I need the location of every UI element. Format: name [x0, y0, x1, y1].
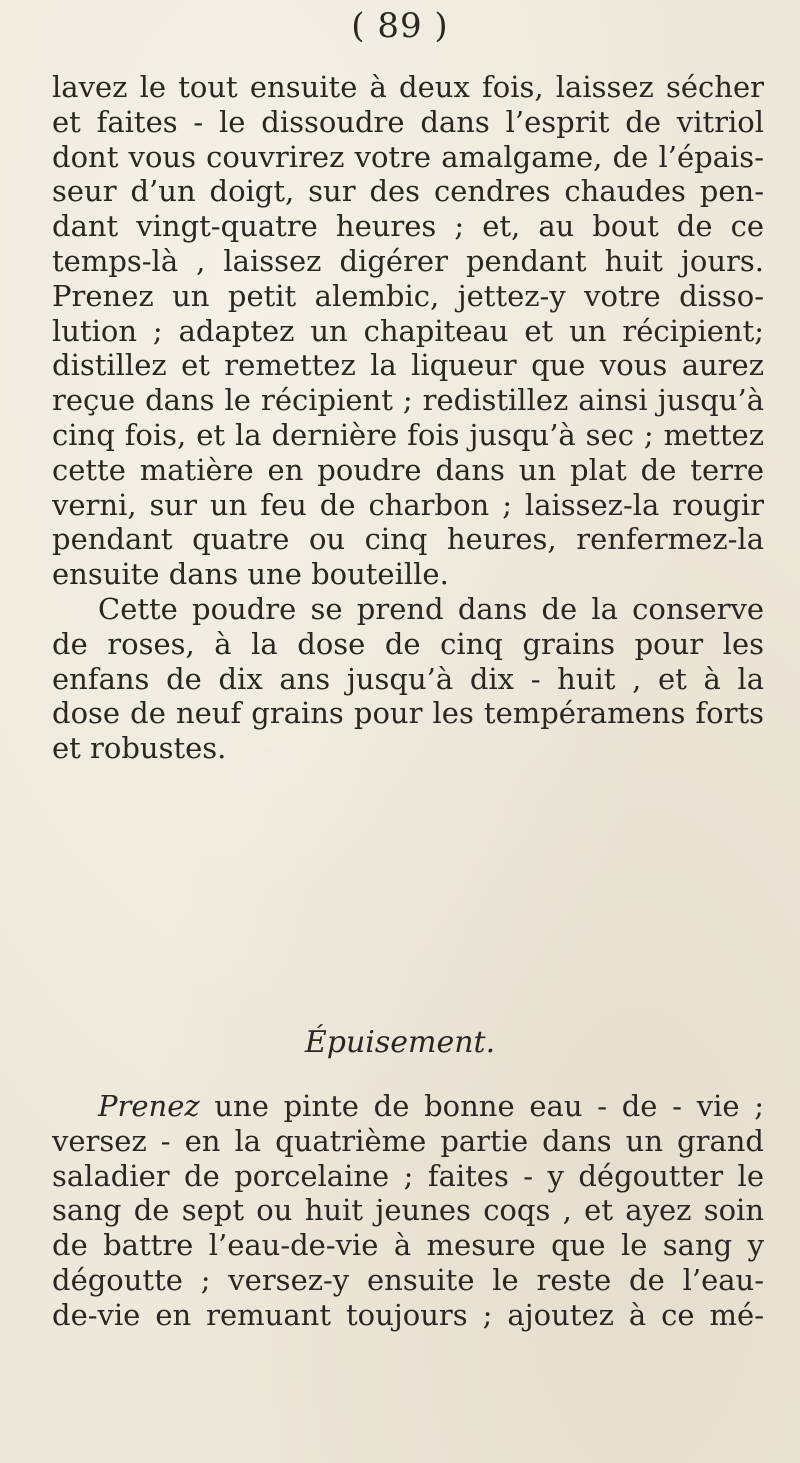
- text-line: de battre l’eau-de-vie à mesure que le sang y: [52, 1228, 764, 1263]
- text-line: de roses, à la dose de cinq grains pour les: [52, 626, 764, 661]
- text-line: enfans de dix ans jusqu’à dix - huit , et à la: [52, 661, 764, 696]
- lead-word: Prenez: [98, 1089, 200, 1123]
- text-line: seur d’un doigt, sur des cendres chaudes pen-: [52, 174, 764, 209]
- text-line: dose de neuf grains pour les tempéramens forts: [52, 696, 764, 731]
- section-heading: Épuisement.: [304, 1025, 496, 1060]
- text-line: sang de sept ou huit jeunes coqs , et ayez soin: [52, 1193, 764, 1228]
- text-line: verni, sur un feu de charbon ; laissez-la rougir: [52, 487, 764, 522]
- text-line: versez - en la quatrième partie dans un grand: [52, 1123, 764, 1158]
- text-line: cinq fois, et la dernière fois jusqu’à sec ; mettez: [52, 417, 764, 452]
- text-line: cette matière en poudre dans un plat de terre: [52, 452, 764, 487]
- text-line: distillez et remettez la liqueur que vous aurez: [52, 348, 764, 383]
- text-line: reçue dans le récipient ; redistillez ainsi jusqu’à: [52, 383, 764, 418]
- text-line: ensuite dans une bouteille.: [52, 557, 449, 592]
- text-line: Cette poudre se prend dans de la conserve: [98, 591, 764, 626]
- text-line: et faites - le dissoudre dans l’esprit de vitriol: [52, 104, 764, 139]
- text-line: dégoutte ; versez-y ensuite le reste de l’eau-: [52, 1262, 764, 1297]
- text-line: temps-là , laissez digérer pendant huit jours.: [52, 243, 764, 278]
- text-line: et robustes.: [52, 731, 227, 766]
- text-line: pendant quatre ou cinq heures, renfermez-la: [52, 522, 764, 557]
- main-text: [52, 70, 764, 766]
- text-line: saladier de porcelaine ; faites - y dégoutter le: [52, 1158, 764, 1193]
- text-line: [52, 1089, 764, 1124]
- text-line: dont vous couvrirez votre amalgame, de l’épais-: [52, 139, 764, 174]
- text-line: de-vie en remuant toujours ; ajoutez à ce mé-: [52, 1297, 764, 1332]
- section-text: [52, 1089, 764, 1333]
- text-line: lavez le tout ensuite à deux fois, laissez sécher: [52, 70, 764, 104]
- lead-line-rest: une pinte de bonne eau - de - vie ;: [214, 1089, 764, 1123]
- text-line: dant vingt-quatre heures ; et, au bout de ce: [52, 209, 764, 244]
- page-number: ( 89 ): [351, 6, 449, 46]
- text-line: lution ; adaptez un chapiteau et un récipient;: [52, 313, 764, 348]
- text-line: Prenez un petit alembic, jettez-y votre disso-: [52, 278, 764, 313]
